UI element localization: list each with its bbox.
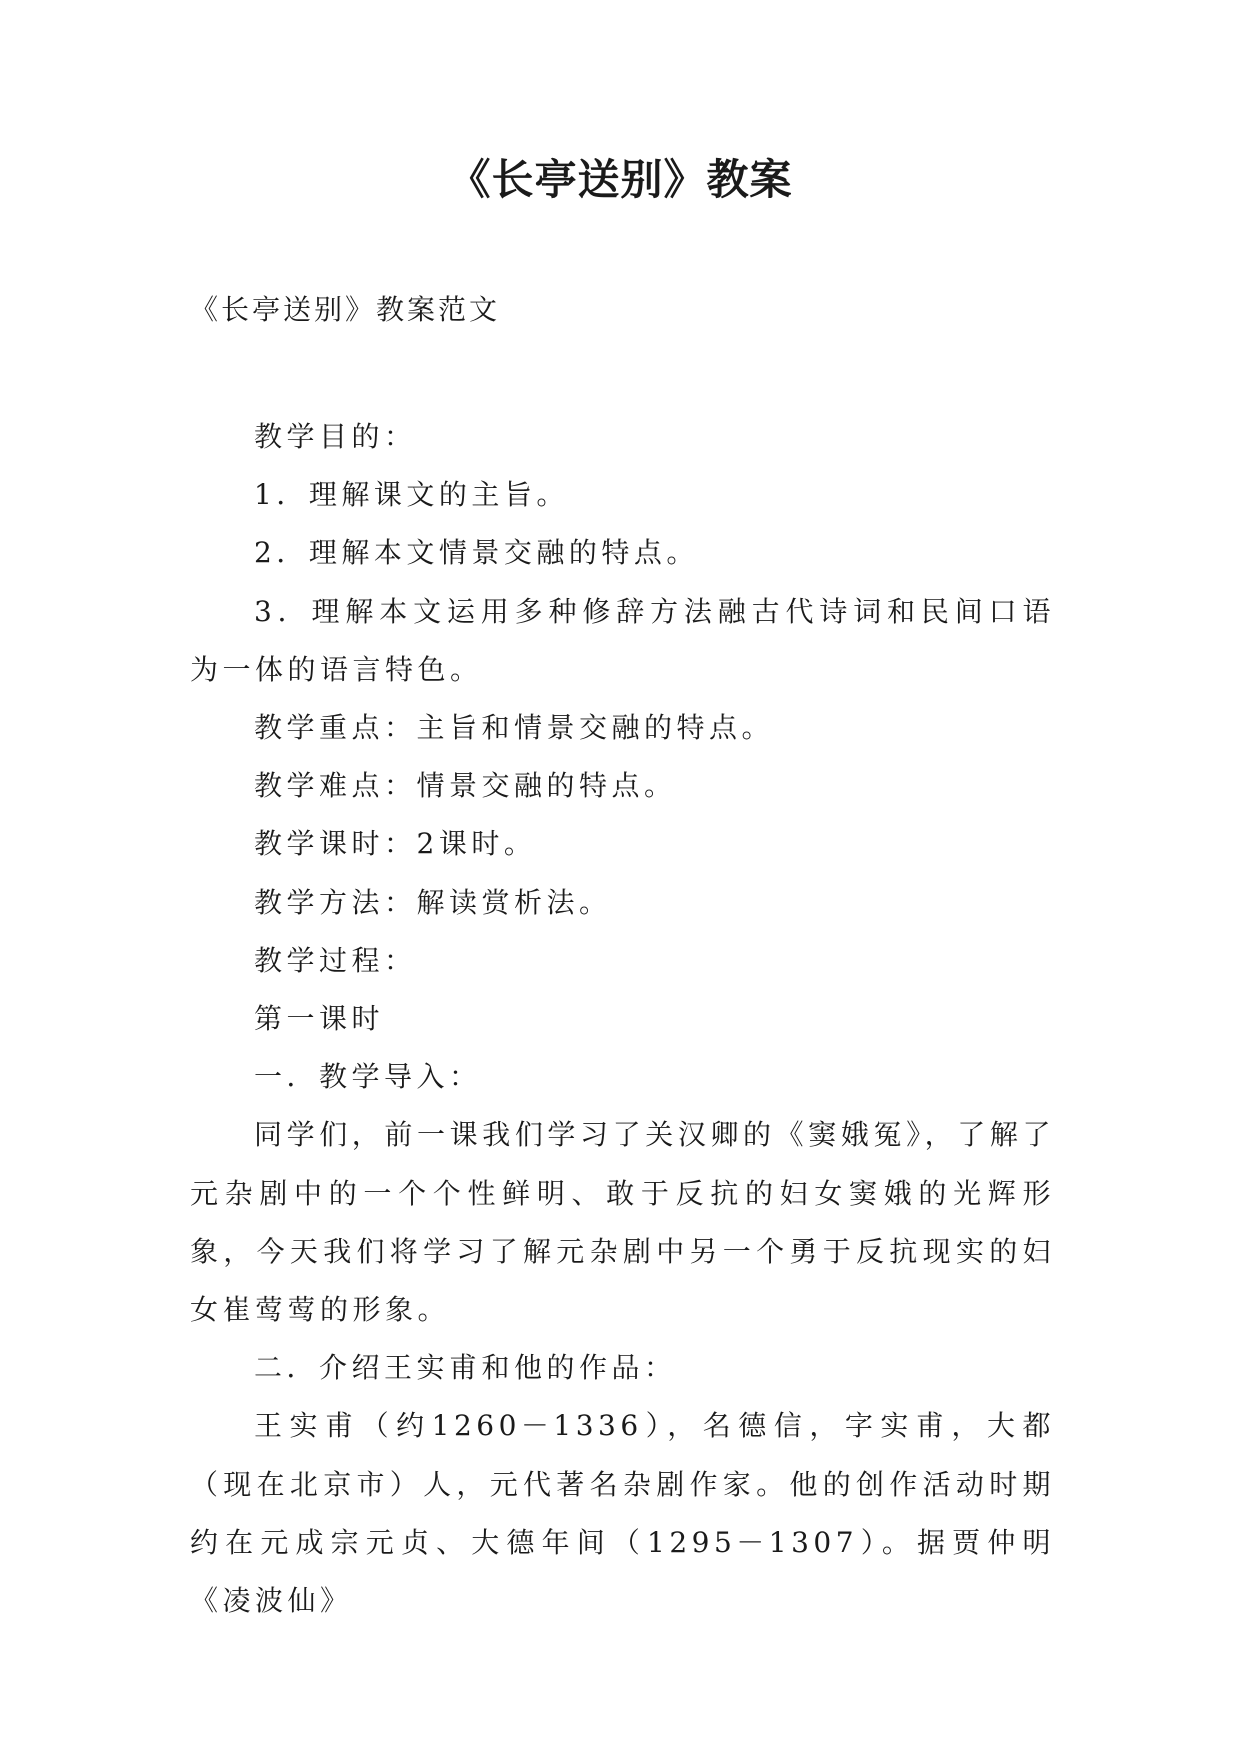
paragraph: 教学课时：2课时。 bbox=[254, 827, 537, 861]
paragraph: 教学方法：解读赏析法。 bbox=[254, 885, 612, 919]
paragraph: 教学难点：情景交融的特点。 bbox=[254, 769, 677, 803]
paragraph: 王实甫（约1260－1336），名德信，字实甫，大都（现在北京市）人，元代著名杂剧作家。他的创作活动时期约在元成宗元贞、大德年间（1295－1307）。据贾仲明《凌波仙》 bbox=[190, 1409, 1055, 1618]
paragraph: 一．教学导入： bbox=[254, 1060, 482, 1094]
paragraph: 教学过程： bbox=[254, 943, 417, 977]
paragraph: 1．理解课文的主旨。 bbox=[254, 478, 569, 512]
paragraph: 教学目的： bbox=[254, 420, 417, 453]
paragraph: 3．理解本文运用多种修辞方法融古代诗词和民间口语为一体的语言特色。 bbox=[190, 594, 1055, 686]
paragraph: 同学们，前一课我们学习了关汉卿的《窦娥冤》，了解了元杂剧中的一个个性鲜明、敢于反抗的妇女窦娥的光辉形象，今天我们将学习了解元杂剧中另一个勇于反抗现实的妇女崔莺莺的形象。 bbox=[190, 1118, 1055, 1327]
paragraph: 教学重点：主旨和情景交融的特点。 bbox=[254, 711, 775, 745]
paragraph: 第一课时 bbox=[254, 1002, 385, 1036]
document-subtitle: 《长亭送别》教案范文 bbox=[190, 293, 501, 326]
paragraph: 2．理解本文情景交融的特点。 bbox=[254, 536, 699, 570]
document-title: 《长亭送别》教案 bbox=[448, 155, 793, 204]
document-body bbox=[190, 408, 1055, 1630]
paragraph: 二．介绍王实甫和他的作品： bbox=[254, 1351, 677, 1385]
